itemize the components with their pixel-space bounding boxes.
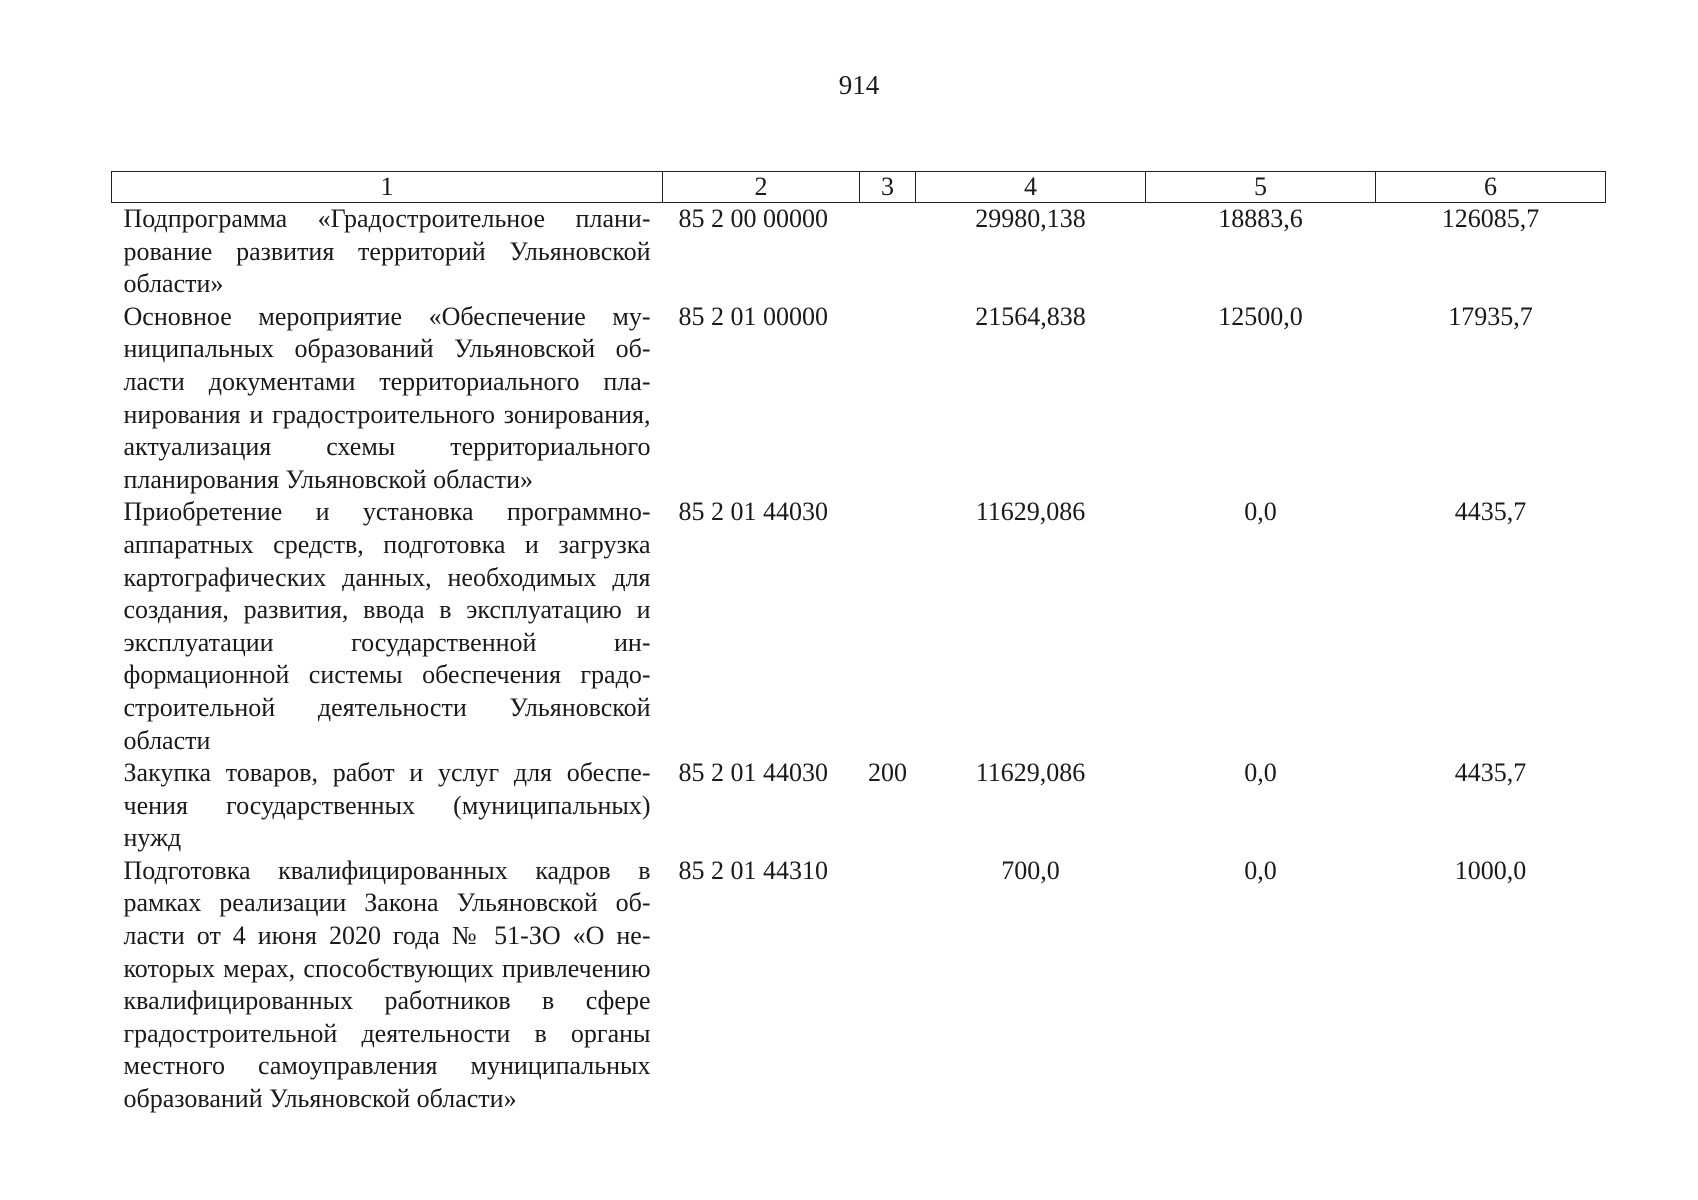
row-code: 85 2 01 44030: [678, 497, 828, 527]
row-value-3: 126085,7: [1441, 204, 1540, 233]
table-row: [112, 301, 1606, 497]
header-col-6: 6: [1376, 172, 1606, 203]
row-value-1: 29980,138: [975, 204, 1086, 233]
row-name: Подготовка квалифицированных кадров в рамках реализации Закона Ульяновской области от 4 июня 2020 года № 51-ЗО «О некоторых мерах, способствующих привлечению квалифицированных работников в сфере градостроительной деятельности в органы местного самоуправления муниципальных образований Ульяновской области»: [123, 855, 651, 1114]
row-code: 85 2 01 00000: [678, 301, 828, 331]
row-value-2: 0,0: [1244, 855, 1277, 885]
row-kvr: [860, 855, 916, 1116]
row-value-1: 11629,086: [975, 758, 1086, 788]
row-value-2: 12500,0: [1218, 301, 1303, 331]
table-row: [112, 203, 1606, 301]
row-kvr: [860, 496, 916, 757]
header-col-4: 4: [916, 172, 1146, 203]
row-value-3: 4435,7: [1454, 497, 1527, 527]
header-col-2: 2: [663, 172, 860, 203]
row-value-3: 17935,7: [1448, 301, 1533, 331]
row-value-1: 700,0: [1001, 855, 1060, 885]
row-name: Подпрограмма «Градостроительное планирование развития территорий Ульяновской области»: [123, 204, 651, 299]
row-kvr: [860, 301, 916, 497]
table-row: [112, 757, 1606, 855]
header-col-3: 3: [860, 172, 916, 203]
row-code: 85 2 01 44030: [678, 758, 828, 788]
row-value-2: 0,0: [1244, 497, 1277, 527]
budget-table-container: [111, 171, 1605, 1116]
table-header: [112, 172, 1606, 203]
table-row: [112, 855, 1606, 1116]
row-name: Основное мероприятие «Обеспечение муниципальных образований Ульяновской области документами территориального планирования и градостроительного зонирования, актуализация схемы территориального планирования Ульяновской области»: [123, 301, 651, 494]
row-name: Закупка товаров, работ и услуг для обеспечения государственных (муниципальных) нужд: [123, 758, 651, 853]
row-kvr: [860, 203, 916, 301]
header-col-5: 5: [1146, 172, 1376, 203]
row-kvr: 200: [868, 758, 907, 788]
row-value-1: 11629,086: [975, 497, 1086, 527]
header-col-1: 1: [112, 172, 663, 203]
row-value-3: 1000,0: [1454, 855, 1527, 885]
budget-table: [111, 171, 1606, 1116]
table-body: [112, 203, 1606, 1116]
row-value-2: 18883,6: [1218, 204, 1303, 233]
row-value-3: 4435,7: [1454, 758, 1527, 788]
header-row: [112, 172, 1606, 203]
row-code: 85 2 01 44310: [678, 855, 828, 885]
row-name: Приобретение и установка программно-аппаратных средств, подготовка и загрузка картографических данных, необходимых для создания, развития, ввода в эксплуатацию и эксплуатации государственной информационной системы обеспечения градостроительной деятельности Ульяновской области: [123, 497, 651, 755]
page-number: 914: [838, 70, 880, 100]
row-value-1: 21564,838: [975, 301, 1086, 331]
row-code: 85 2 00 00000: [678, 204, 828, 233]
row-value-2: 0,0: [1244, 758, 1277, 788]
table-row: [112, 496, 1606, 757]
